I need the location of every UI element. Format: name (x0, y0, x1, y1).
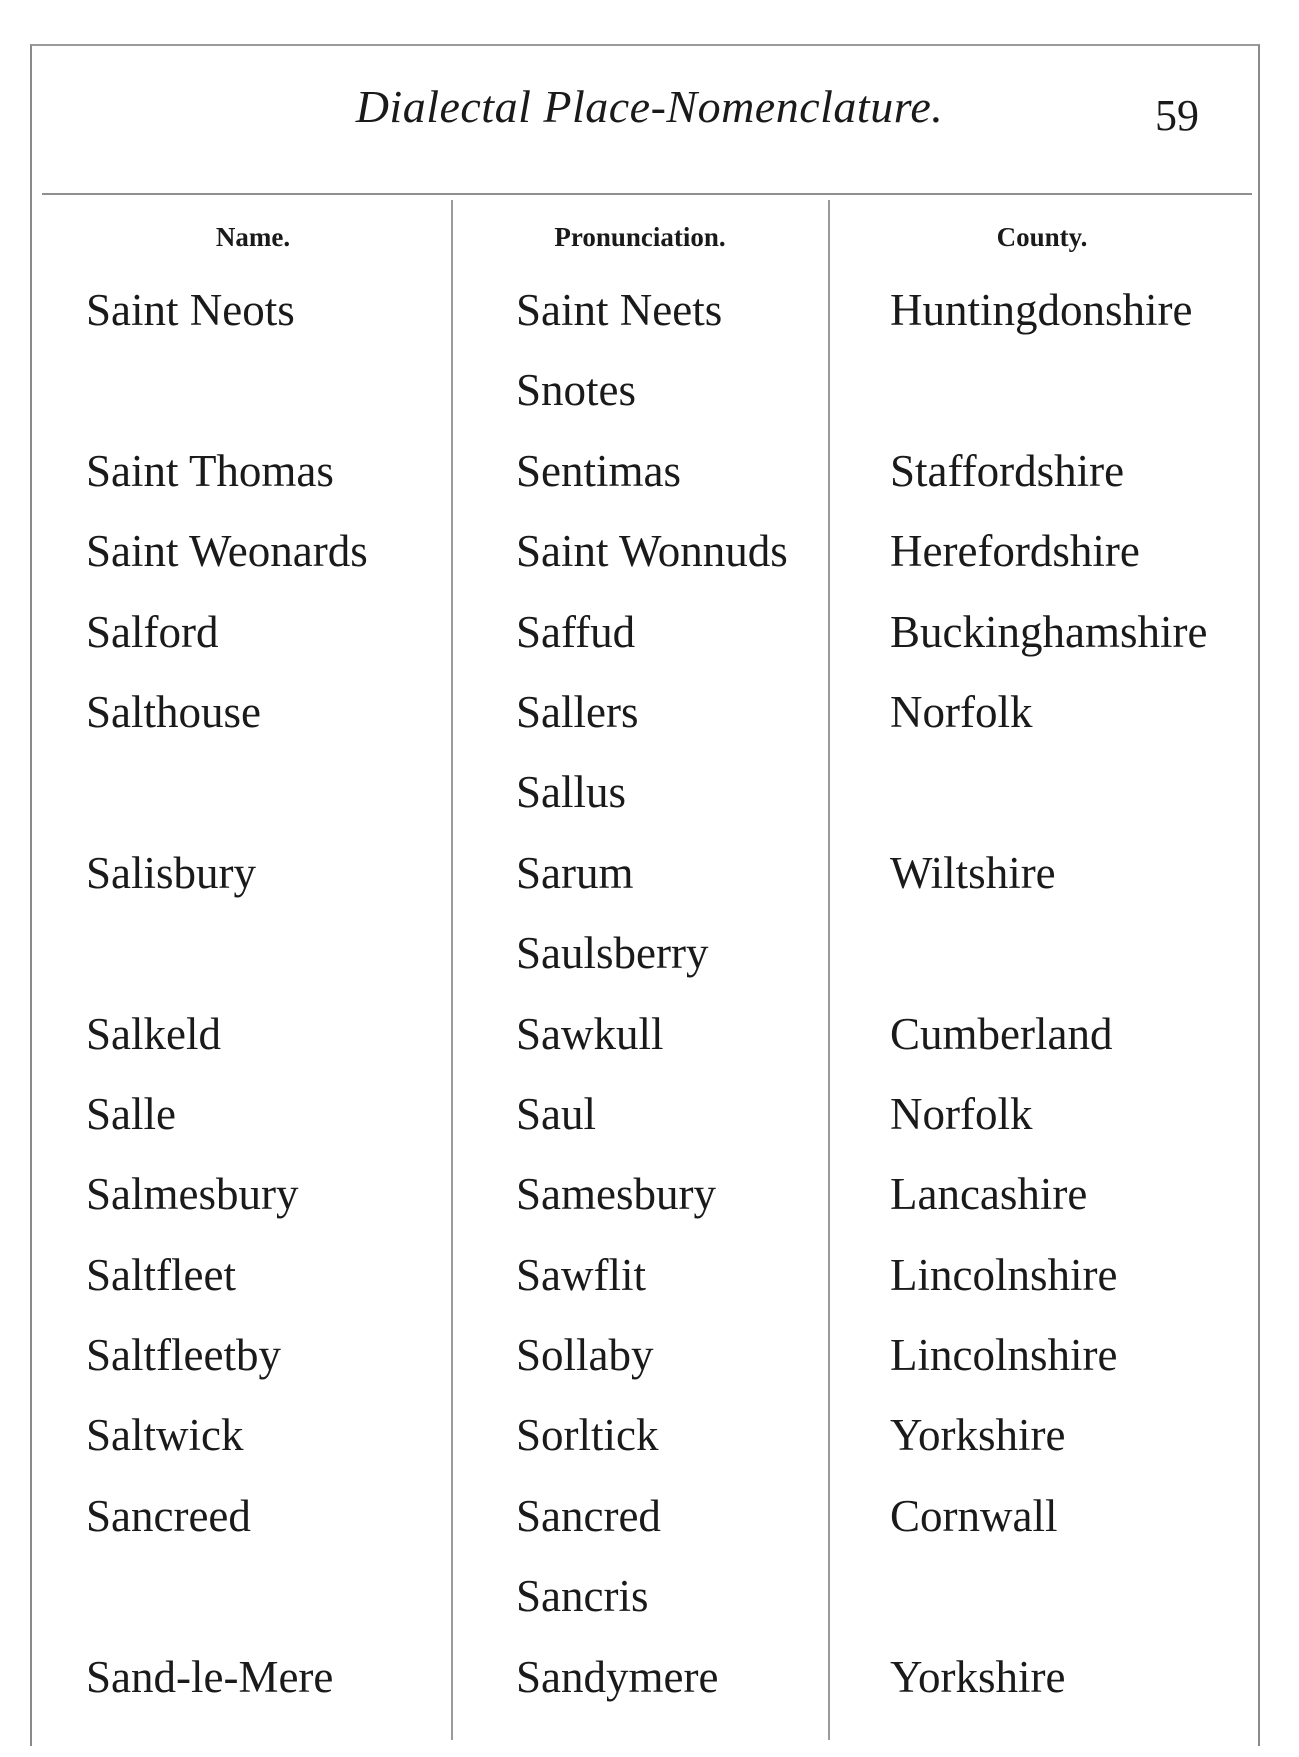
column-header-name: Name. (215, 222, 291, 252)
table-row (0, 431, 1299, 511)
table-row (0, 833, 1299, 913)
pronunciation: Sancred (516, 1490, 661, 1541)
place-name: Saint Neots (86, 285, 295, 335)
table-row (0, 672, 1299, 752)
place-name: Saint Thomas (86, 445, 334, 496)
county: Yorkshire (890, 1410, 1066, 1461)
table-row (0, 994, 1299, 1074)
county: Buckinghamshire (890, 606, 1208, 657)
place-name: Saltfleetby (86, 1330, 281, 1381)
table-row (0, 1476, 1299, 1556)
pronunciation: Saint Wonnuds (516, 526, 788, 577)
table-row (0, 1235, 1299, 1315)
county: Wiltshire (890, 847, 1056, 898)
county: Herefordshire (890, 526, 1140, 577)
table-row (0, 1315, 1299, 1395)
county: Lincolnshire (890, 1249, 1118, 1300)
place-name: Salkeld (86, 1008, 221, 1059)
pronunciation: Saint Neets (516, 285, 723, 335)
place-name: Salford (86, 606, 219, 657)
table-row (0, 1556, 1299, 1636)
table-row (0, 1154, 1299, 1234)
pronunciation: Sarum (516, 847, 634, 898)
table-row (0, 511, 1299, 591)
place-name: Saltfleet (86, 1249, 236, 1300)
county: Norfolk (890, 686, 1033, 737)
table-row (0, 350, 1299, 430)
place-name: Sancreed (86, 1490, 251, 1541)
table-row (0, 913, 1299, 993)
pronunciation: Sawkull (516, 1008, 664, 1059)
county: Lincolnshire (890, 1330, 1118, 1381)
county: Staffordshire (890, 445, 1125, 496)
pronunciation: Sancris (516, 1571, 649, 1622)
pronunciation: Saul (516, 1088, 597, 1139)
pronunciation: Sawflit (516, 1249, 646, 1300)
header-rule (42, 193, 1252, 195)
pronunciation: Sallus (516, 767, 627, 818)
pronunciation: Sentimas (516, 445, 681, 496)
table-body (0, 270, 1299, 1717)
running-title: Dialectal Place-Nomenclature. (355, 81, 944, 132)
county: Cornwall (890, 1490, 1058, 1541)
place-name: Saint Weonards (86, 526, 368, 577)
pronunciation: Samesbury (516, 1169, 716, 1220)
place-name: Salisbury (86, 847, 257, 898)
pronunciation: Snotes (516, 365, 637, 416)
pronunciation: Sorltick (516, 1410, 659, 1461)
table-row (0, 1395, 1299, 1475)
place-name: Salmesbury (86, 1169, 299, 1220)
place-name: Salle (86, 1088, 176, 1139)
column-header-pronunciation: Pronunciation. (554, 222, 726, 252)
page-number: 59 (1155, 91, 1199, 140)
table-row (0, 1074, 1299, 1154)
pronunciation: Saulsberry (516, 928, 709, 979)
table-row (0, 1637, 1299, 1717)
table-row (0, 592, 1299, 672)
table-row (0, 752, 1299, 832)
place-name: Sand-le-Mere (86, 1651, 334, 1702)
pronunciation: Saffud (516, 606, 636, 657)
county: Cumberland (890, 1008, 1113, 1059)
county: Yorkshire (890, 1651, 1066, 1702)
table-row (0, 270, 1299, 350)
pronunciation: Sandymere (516, 1651, 719, 1702)
place-name: Salthouse (86, 686, 261, 737)
county: Lancashire (890, 1169, 1088, 1220)
county: Norfolk (890, 1088, 1033, 1139)
pronunciation: Sallers (516, 686, 639, 737)
county: Huntingdonshire (890, 285, 1193, 335)
column-header-county: County. (996, 222, 1088, 252)
pronunciation: Sollaby (516, 1330, 654, 1381)
place-name: Saltwick (86, 1410, 244, 1461)
